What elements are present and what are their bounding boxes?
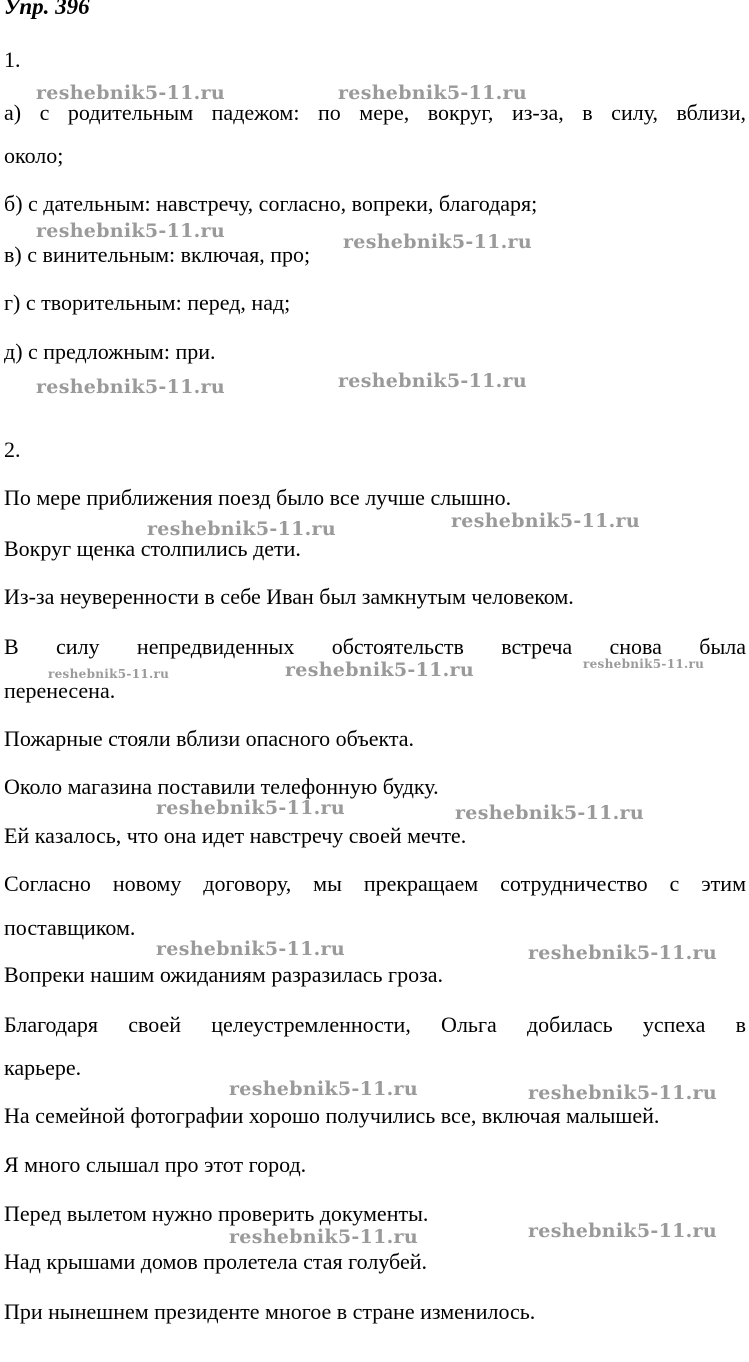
section-1-number: 1. [4, 47, 21, 72]
watermark: reshebnik5-11.ru [455, 802, 644, 824]
sentence-4-line1: В силу непредвиденных обстоятельств встреча снова была [4, 634, 746, 659]
sentence-6: Около магазина поставили телефонную будку. [4, 774, 439, 799]
sentence-15: При нынешнем президенте многое в стране изменилось. [4, 1299, 536, 1324]
sentence-10-line1: Благодаря своей целеустремленности, Ольга добилась успеха в [4, 1012, 746, 1037]
watermark: reshebnik5-11.ru [451, 510, 640, 532]
watermark: reshebnik5-11.ru [147, 518, 336, 540]
section-1-item-a-line1: а) с родительным падежом: по мере, вокруг, из-за, в силу, вблизи, [4, 100, 746, 125]
sentence-8-line2: поставщиком. [4, 915, 136, 940]
section-1-item-a-line2: около; [4, 143, 64, 168]
exercise-title: Упр. 396 [4, 0, 90, 19]
watermark: reshebnik5-11.ru [338, 370, 527, 392]
sentence-10-line2: карьере. [4, 1055, 82, 1080]
sentence-2: Вокруг щенка столпились дети. [4, 536, 301, 561]
sentence-11: На семейной фотографии хорошо получились все, включая малышей. [4, 1103, 660, 1128]
watermark: reshebnik5-11.ru [48, 667, 170, 681]
sentence-8-line1: Согласно новому договору, мы прекращаем сотрудничество с этим [4, 871, 746, 896]
watermark: reshebnik5-11.ru [343, 231, 532, 253]
watermark: reshebnik5-11.ru [285, 659, 474, 681]
watermark: reshebnik5-11.ru [229, 1226, 418, 1248]
section-1-item-v: в) с винительным: включая, про; [4, 242, 311, 267]
section-1-item-b: б) с дательным: навстречу, согласно, вопреки, благодаря; [4, 191, 538, 216]
sentence-7: Ей казалось, что она идет навстречу своей мечте. [4, 823, 467, 848]
sentence-13: Перед вылетом нужно проверить документы. [4, 1201, 429, 1226]
watermark: reshebnik5-11.ru [36, 82, 225, 104]
section-1-item-d: д) с предложным: при. [4, 339, 216, 364]
watermark: reshebnik5-11.ru [156, 938, 345, 960]
sentence-14: Над крышами домов пролетела стая голубей. [4, 1249, 427, 1274]
watermark: reshebnik5-11.ru [338, 82, 527, 104]
watermark: reshebnik5-11.ru [528, 1082, 717, 1104]
watermark: reshebnik5-11.ru [36, 376, 225, 398]
watermark: reshebnik5-11.ru [528, 942, 717, 964]
sentence-1: По мере приближения поезд было все лучше слышно. [4, 485, 512, 510]
watermark: reshebnik5-11.ru [528, 1220, 717, 1242]
watermark: reshebnik5-11.ru [229, 1078, 418, 1100]
sentence-4-line2: перенесена. [4, 678, 116, 703]
watermark: reshebnik5-11.ru [156, 797, 345, 819]
sentence-12: Я много слышал про этот город. [4, 1152, 307, 1177]
section-1-item-g: г) с творительным: перед, над; [4, 290, 291, 315]
sentence-9: Вопреки нашим ожиданиям разразилась гроза. [4, 962, 444, 987]
sentence-5: Пожарные стояли вблизи опасного объекта. [4, 726, 415, 751]
watermark: reshebnik5-11.ru [583, 657, 705, 671]
section-2-number: 2. [4, 437, 21, 462]
watermark: reshebnik5-11.ru [36, 220, 225, 242]
sentence-3: Из-за неуверенности в себе Иван был замкнутым человеком. [4, 584, 574, 609]
